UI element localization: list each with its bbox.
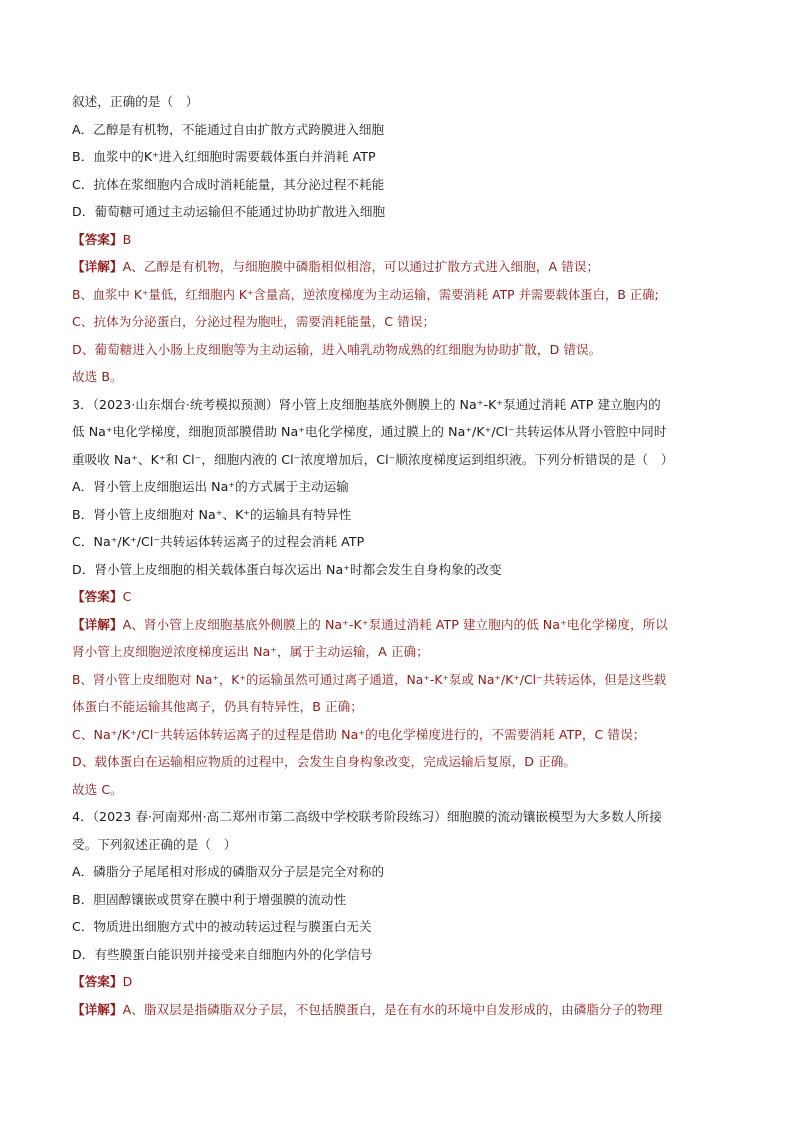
q2-detail-tag: 【详解】 <box>72 259 123 274</box>
q2-detail-line-2: B、血浆中 K⁺量低，红细胞内 K⁺含量高，逆浓度梯度为主动运输，需要消耗 ATP 并需要载体蛋白，B 正确; <box>72 288 659 302</box>
q4-stem-line-2: 受。下列叙述正确的是（ ） <box>72 837 237 852</box>
q3-stem-line-3: 重吸收 Na⁺、K⁺和 Cl⁻，细胞内液的 Cl⁻浓度增加后，Cl⁻顺浓度梯度运到组织液。下列分析错误的是（ ） <box>72 452 674 467</box>
q4-answer-tag: 【答案】 <box>72 974 123 989</box>
q4-detail-row <box>72 1000 732 1020</box>
q3-detail-tag: 【详解】 <box>72 617 123 632</box>
q2-detail-line-3: C、抗体为分泌蛋白，分泌过程为胞吐，需要消耗能量，C 错误； <box>72 314 436 329</box>
q4-detail-tag: 【详解】 <box>72 1002 123 1017</box>
q2-option-a: A．乙醇是有机物，不能通过自由扩散方式跨膜进入细胞 <box>72 122 385 137</box>
q4-option-a: A．磷脂分子尾尾相对形成的磷脂双分子层是完全对称的 <box>72 864 385 879</box>
q2-option-d: D．葡萄糖可通过主动运输但不能通过协助扩散进入细胞 <box>72 204 386 219</box>
q3-detail-line-2: 肾小管上皮细胞逆浓度梯度运出 Na⁺，属于主动运输，A 正确； <box>72 644 429 659</box>
q2-detail-line-1: A、乙醇是有机物，与细胞膜中磷脂相似相溶，可以通过扩散方式进入细胞，A 错误； <box>122 259 600 274</box>
q3-detail-line-6: D、载体蛋白在运输相应物质的过程中，会发生自身构象改变，完成运输后复原，D 正确。 <box>72 754 577 769</box>
q3-answer-tag: 【答案】 <box>72 589 123 604</box>
q4-answer-value: D <box>122 974 133 989</box>
q3-conclusion: 故选 C。 <box>72 782 123 797</box>
q4-option-b: B．胆固醇镶嵌或贯穿在膜中利于增强膜的流动性 <box>72 892 347 907</box>
q3-detail-line-1: A、肾小管上皮细胞基底外侧膜上的 Na⁺-K⁺泵通过消耗 ATP 建立胞内的低 Na⁺电化学梯度，所以 <box>122 617 668 632</box>
q3-option-b: B．肾小管上皮细胞对 Na⁺、K⁺的运输具有特异性 <box>72 507 352 522</box>
q4-stem-line-1: 4．（2023 春·河南郑州·高二郑州市第二高级中学校联考阶段练习）细胞膜的流动镶嵌模型为大多数人所接 <box>72 809 662 824</box>
q4-option-d: D．有些膜蛋白能识别并接受来自细胞内外的化学信号 <box>72 947 373 962</box>
q2-answer-row <box>72 230 732 250</box>
q3-detail-row <box>72 615 732 635</box>
q3-detail-line-3: B、肾小管上皮细胞对 Na⁺，K⁺的运输虽然可通过离子通道，Na⁺-K⁺泵或 Na⁺/K⁺/Cl⁻共转运体，但是这些载 <box>72 673 667 687</box>
q3-detail-line-4: 体蛋白不能运输其他离子，仍具有特异性，B 正确； <box>72 699 363 714</box>
q3-stem-line-1: 3．（2023·山东烟台·统考模拟预测）肾小管上皮细胞基底外侧膜上的 Na⁺-K⁺泵通过消耗 ATP 建立胞内的 <box>72 397 661 412</box>
q2-answer-tag: 【答案】 <box>72 232 123 247</box>
q2-stem-tail: 叙述，正确的是（ ） <box>72 94 199 109</box>
q2-option-c: C．抗体在浆细胞内合成时消耗能量，其分泌过程不耗能 <box>72 177 385 192</box>
q2-detail-line-4: D、葡萄糖进入小肠上皮细胞等为主动运输，进入哺乳动物成熟的红细胞为协助扩散，D 错误。 <box>72 342 602 357</box>
q3-option-a: A．肾小管上皮细胞运出 Na⁺的方式属于主动运输 <box>72 479 349 494</box>
q3-answer-row <box>72 587 732 607</box>
q3-option-c: C．Na⁺/K⁺/Cl⁻共转运体转运离子的过程会消耗 ATP <box>72 534 365 549</box>
q3-option-d: D．肾小管上皮细胞的相关载体蛋白每次运出 Na⁺时都会发生自身构象的改变 <box>72 562 502 577</box>
q4-answer-row <box>72 972 732 992</box>
q3-detail-line-5: C、Na⁺/K⁺/Cl⁻共转运体转运离子的过程是借助 Na⁺的电化学梯度进行的，不需要消耗 ATP，C 错误； <box>72 727 646 742</box>
q2-conclusion: 故选 B。 <box>72 369 123 384</box>
q3-stem-line-2: 低 Na⁺电化学梯度，细胞顶部膜借助 Na⁺电化学梯度，通过膜上的 Na⁺/K⁺/Cl⁻共转运体从肾小管腔中同时 <box>72 424 667 439</box>
q4-detail-line-1: A、脂双层是指磷脂双分子层，不包括膜蛋白，是在有水的环境中自发形成的，由磷脂分子的物理 <box>122 1002 663 1017</box>
q3-answer-value: C <box>122 589 132 604</box>
q2-detail-row <box>72 257 732 277</box>
q2-answer-value: B <box>122 232 132 247</box>
q2-option-b: B．血浆中的K⁺进入红细胞时需要载体蛋白并消耗 ATP <box>72 149 376 164</box>
q4-option-c: C．物质进出细胞方式中的被动转运过程与膜蛋白无关 <box>72 919 372 934</box>
